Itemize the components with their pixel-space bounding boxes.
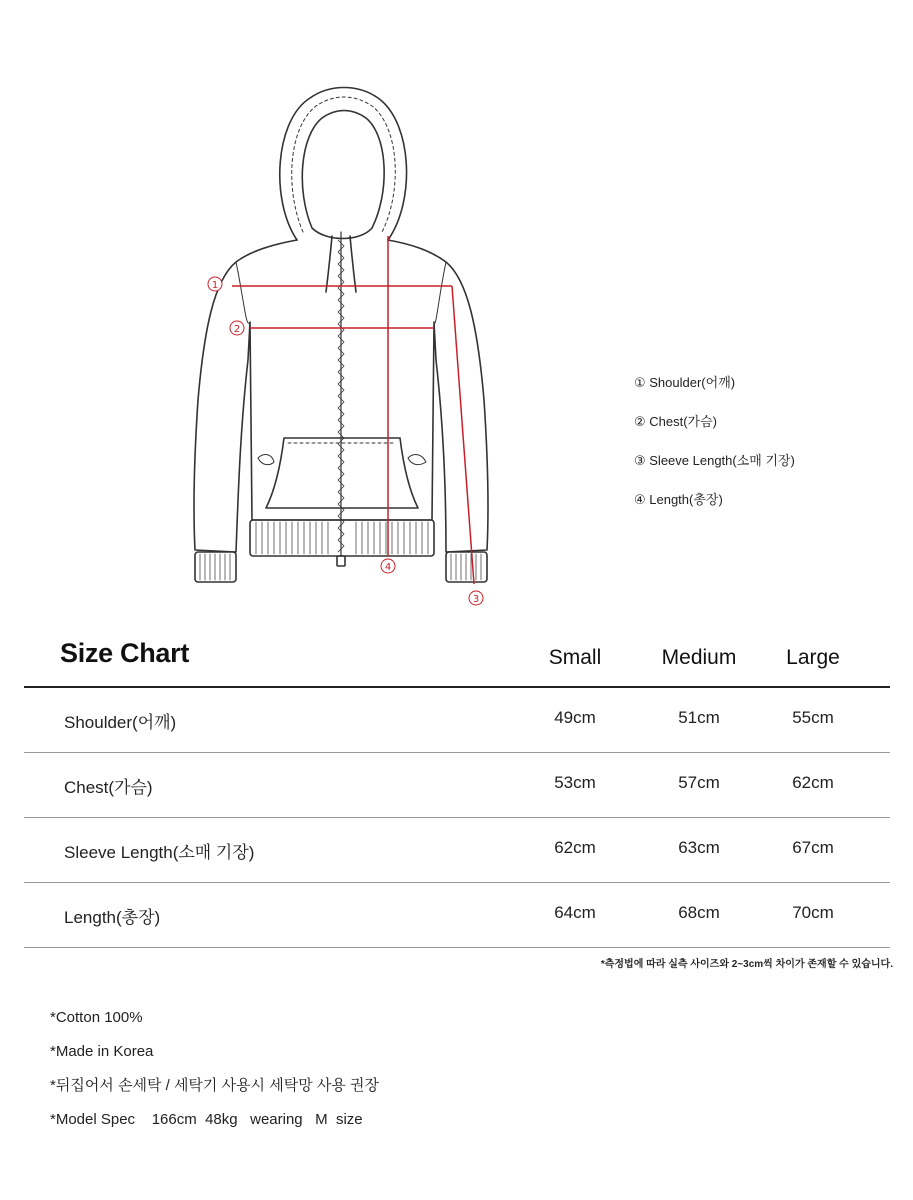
table-row [24,688,890,753]
row-label: Shoulder(어깨) [64,713,177,732]
marker-shoulder [208,277,222,291]
cell-medium: 63cm [678,838,720,857]
info-care: *뒤집어서 손세탁 / 세탁기 사용시 세탁망 사용 권장 [50,1077,379,1094]
marker-length [381,559,395,573]
table-row [24,883,890,948]
svg-text:1: 1 [211,280,219,291]
hood-opening [302,111,384,239]
legend-item-shoulder: ① Shoulder(어깨) [634,375,736,390]
info-material: *Cotton 100% [50,1009,143,1026]
column-header-medium: Medium [661,646,737,669]
column-header-large: Large [786,646,840,669]
svg-text:4: 4 [384,562,392,573]
cell-large: 67cm [792,838,834,857]
cell-large: 55cm [792,708,834,727]
measurement-legend [634,372,795,528]
row-label: Chest(가슴) [64,778,153,797]
legend-item-length: ④ Length(총장) [634,492,723,507]
size-chart-title: Size Chart [60,638,190,668]
cell-medium: 51cm [678,708,720,727]
legend-item-chest: ② Chest(가슴) [634,414,718,429]
sleeve-measure-line [452,286,474,584]
legend-item-sleeve-length: ③ Sleeve Length(소매 기장) [634,453,795,468]
cell-small: 64cm [554,903,596,922]
waistband [250,520,434,556]
cell-large: 70cm [792,903,834,922]
svg-text:2: 2 [233,324,241,335]
marker-chest [230,321,244,335]
info-origin: *Made in Korea [50,1043,154,1060]
svg-text:3: 3 [472,594,480,605]
table-row [24,753,890,818]
hoodie-diagram [180,80,500,620]
marker-sleeve [469,591,483,605]
left-drawstring [326,236,332,292]
table-row [24,818,890,883]
info-model-spec: *Model Spec 166cm 48kg wearing M size [50,1111,363,1128]
cell-large: 62cm [792,773,834,792]
cell-small: 49cm [554,708,596,727]
cell-small: 53cm [554,773,596,792]
cell-medium: 57cm [678,773,720,792]
row-label: Length(총장) [64,908,161,927]
column-header-small: Small [548,646,602,669]
measurement-note: *측정법에 따라 실측 사이즈와 2~3cm씩 차이가 존재할 수 있습니다. [600,959,893,970]
row-label: Sleeve Length(소매 기장) [64,843,255,862]
product-info [50,1006,379,1142]
right-drawstring [350,236,356,292]
cell-medium: 68cm [678,903,720,922]
cell-small: 62cm [554,838,596,857]
